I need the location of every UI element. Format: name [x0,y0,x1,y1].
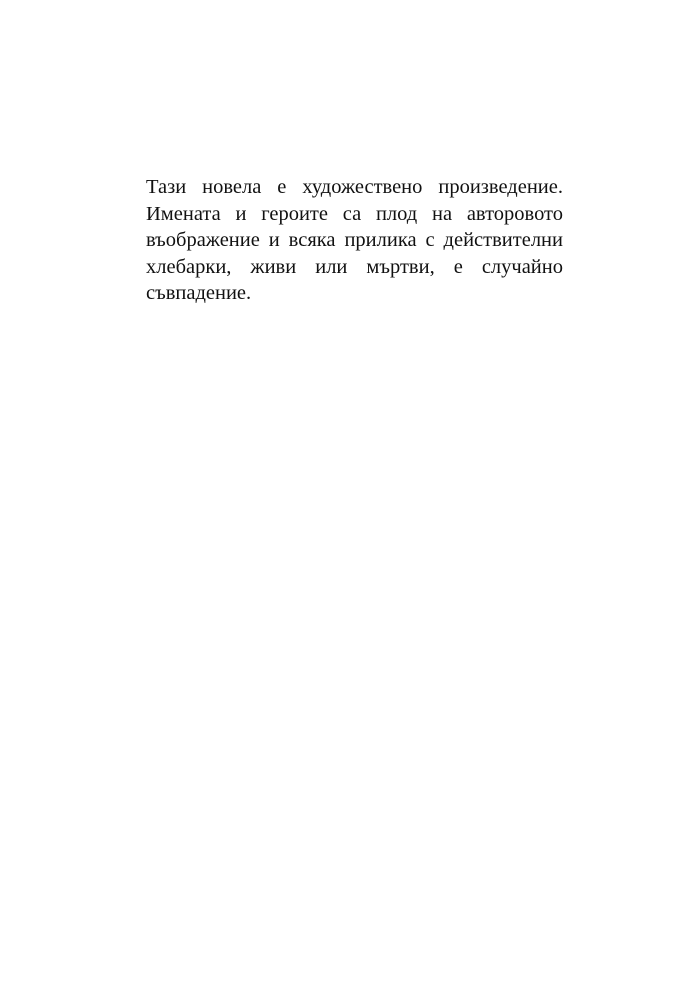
disclaimer-line: Имената и героите са плод на авторовото [146,202,563,225]
disclaimer-line: съвпадение. [146,282,252,304]
disclaimer-line: Тази новела е художествено произведение. [146,176,563,198]
disclaimer-line: хлебарки, живи или мъртви, е случайно [146,255,563,278]
disclaimer-line: въображение и всяка прилика с действителни [146,229,563,251]
disclaimer-paragraph [146,174,563,307]
